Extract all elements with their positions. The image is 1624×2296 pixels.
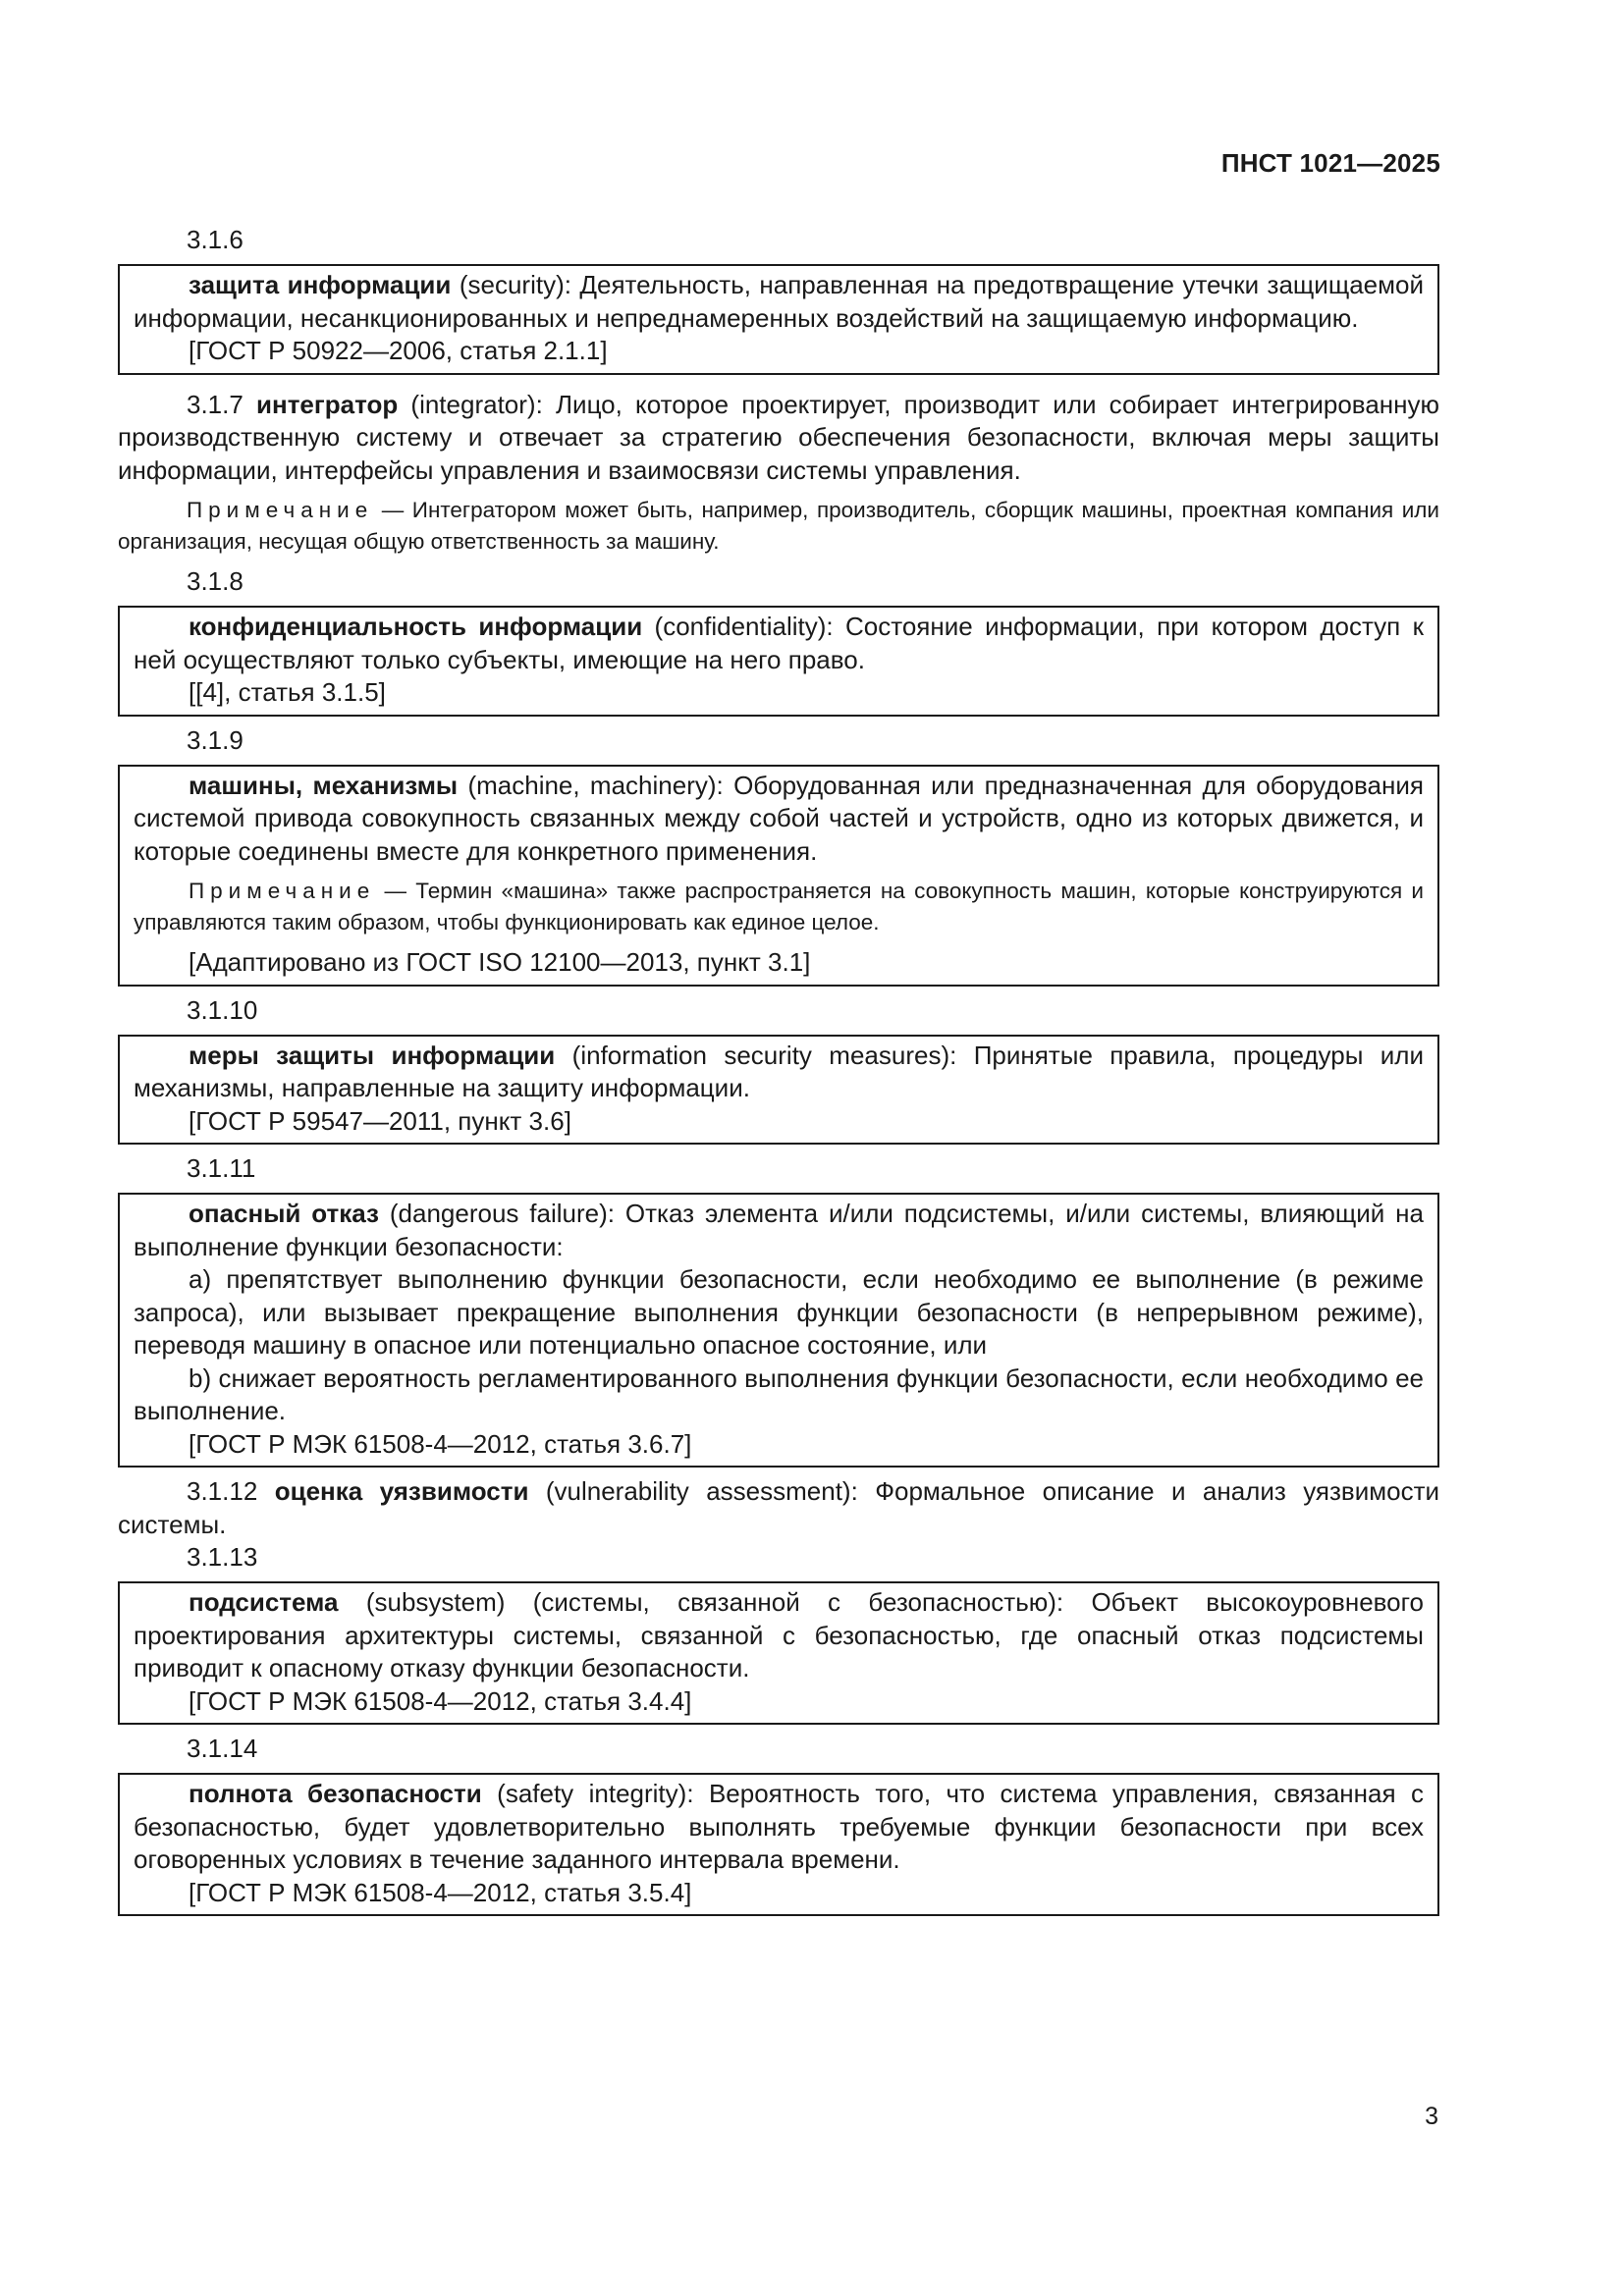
term-definition [134, 269, 1424, 335]
term-definition [134, 1586, 1424, 1685]
term-en: (integrator) [398, 389, 536, 419]
term-source: [ГОСТ Р 59547—2011, пункт 3.6] [189, 1105, 571, 1136]
term-source: [ГОСТ Р МЭК 61508-4—2012, статья 3.4.4] [189, 1685, 692, 1716]
term-box-dangerous-failure [118, 1193, 1439, 1468]
entry-number: 3.1.13 [187, 1542, 258, 1572]
term: интегратор [256, 389, 399, 419]
term-box-security-measures [118, 1035, 1439, 1146]
document-code: ПНСТ 1021—2025 [1220, 148, 1440, 178]
term: полнота безопасности [189, 1779, 482, 1808]
definition-text: : Объект высокоуровневого проектирования архитектуры системы, связанной с безопасностью, где опасный отказ подсистемы приводит к опасному отказу функции безопасности. [134, 1587, 1425, 1682]
term-en: (safety integrity) [481, 1779, 687, 1808]
term: подсистема [189, 1587, 339, 1617]
definition-text: : Лицо, которое проектирует, производит или собирает интегрированную производственную систему и отвечает за стратегию обеспечения безопасности, включая меры защиты информации, интерфейсы управления и взаимосвязи системы управления. [118, 389, 1439, 485]
term-definition [134, 770, 1424, 869]
note-text: — Термин «машина» также распространяется на совокупность машин, которые конструируются и управляются таким образом, чтобы функционировать как единое целое. [134, 879, 1424, 934]
definition-text: : Формальное описание и анализ уязвимости системы. [118, 1476, 1440, 1539]
entry-number: 3.1.14 [187, 1734, 258, 1763]
definition-text: : Вероятность того, что система управления, связанная с безопасностью, будет удовлетворительно выполнять требуемые функции безопасности при всех оговоренных условиях в течение заданного интервала времени. [134, 1779, 1424, 1874]
term-en: (dangerous failure) [378, 1199, 608, 1228]
term-box-subsystem [118, 1581, 1439, 1725]
term-source: [[4], статья 3.1.5] [189, 677, 386, 707]
entry-number: 3.1.11 [187, 1153, 256, 1183]
term-source: [ГОСТ Р 50922—2006, статья 2.1.1] [189, 336, 608, 365]
term-note [134, 876, 1424, 938]
term-definition [134, 611, 1424, 676]
term-source: [ГОСТ Р МЭК 61508-4—2012, статья 3.6.7] [189, 1428, 692, 1459]
term-definition [134, 1198, 1424, 1263]
definition-text: : Оборудованная или предназначенная для оборудования системой привода совокупность связанных между собой частей и устройств, одно из которых движется, и которые соединены вместе для конкретного применения. [134, 770, 1424, 866]
term-en: (subsystem) (системы, связанной с безопасностью) [338, 1587, 1056, 1617]
terms-section [118, 224, 1439, 1916]
term-box-machinery [118, 765, 1439, 987]
entry-number: 3.1.8 [187, 566, 244, 596]
term-note [118, 495, 1439, 558]
term: оценка уязвимости [274, 1476, 529, 1506]
definition-text: : Деятельность, направленная на предотвращение утечки защищаемой информации, несанкционированных и непреднамеренных воздействий на защищаемую информацию. [134, 270, 1424, 333]
note-text: — Интегратором может быть, например, производитель, сборщик машины, проектная компания или организация, несущая общую ответственность за машину. [118, 498, 1439, 554]
term-box-security [118, 264, 1439, 375]
term-en: (information security measures) [555, 1040, 950, 1070]
term-definition [118, 1475, 1439, 1541]
page-number: 3 [1425, 2103, 1438, 2130]
term-definition [118, 389, 1439, 488]
term-en: (machine, machinery) [458, 770, 717, 800]
list-item-b: b) снижает вероятность регламентированного выполнения функции безопасности, если необходимо ее выполнение. [134, 1362, 1424, 1425]
term: конфиденциальность информации [189, 612, 643, 641]
term-source: [ГОСТ Р МЭК 61508-4—2012, статья 3.5.4] [189, 1877, 692, 1907]
note-label: Примечание [189, 879, 376, 903]
term: опасный отказ [189, 1199, 379, 1228]
term-definition [134, 1040, 1424, 1105]
definition-text: : Принятые правила, процедуры или механизмы, направленные на защиту информации. [134, 1040, 1424, 1102]
term: защита информации [189, 270, 452, 299]
term: меры защиты информации [189, 1040, 556, 1070]
entry-number: 3.1.7 [187, 389, 257, 419]
note-label: Примечание [187, 498, 374, 522]
definition-text: : Состояние информации, при котором доступ к ней осуществляют только субъекты, имеющие на него право. [134, 612, 1425, 674]
list-item-a: а) препятствует выполнению функции безопасности, если необходимо ее выполнение (в режиме запроса), или вызывает прекращение выполнения функции безопасности (в непрерывном режиме), переводя машину в опасное или потенциально опасное состояние, или [134, 1264, 1424, 1360]
entry-number: 3.1.6 [187, 225, 244, 254]
term-box-safety-integrity [118, 1773, 1439, 1916]
term-en: (security) [451, 270, 565, 299]
term-en: (confidentiality) [642, 612, 827, 641]
term-integrator [118, 389, 1439, 559]
entry-number: 3.1.12 [187, 1476, 275, 1506]
term-vulnerability-assessment [118, 1475, 1439, 1541]
term-source: [Адаптировано из ГОСТ ISO 12100—2013, пункт 3.1] [189, 947, 811, 977]
term-definition [134, 1778, 1424, 1877]
term-box-confidentiality [118, 606, 1439, 717]
term: машины, механизмы [189, 770, 459, 800]
term-en: (vulnerability assessment) [528, 1476, 851, 1506]
entry-number: 3.1.9 [187, 724, 244, 755]
entry-number: 3.1.10 [187, 994, 258, 1025]
definition-text: : Отказ элемента и/или подсистемы, и/или системы, влияющий на выполнение функции безопасности: [134, 1199, 1424, 1261]
